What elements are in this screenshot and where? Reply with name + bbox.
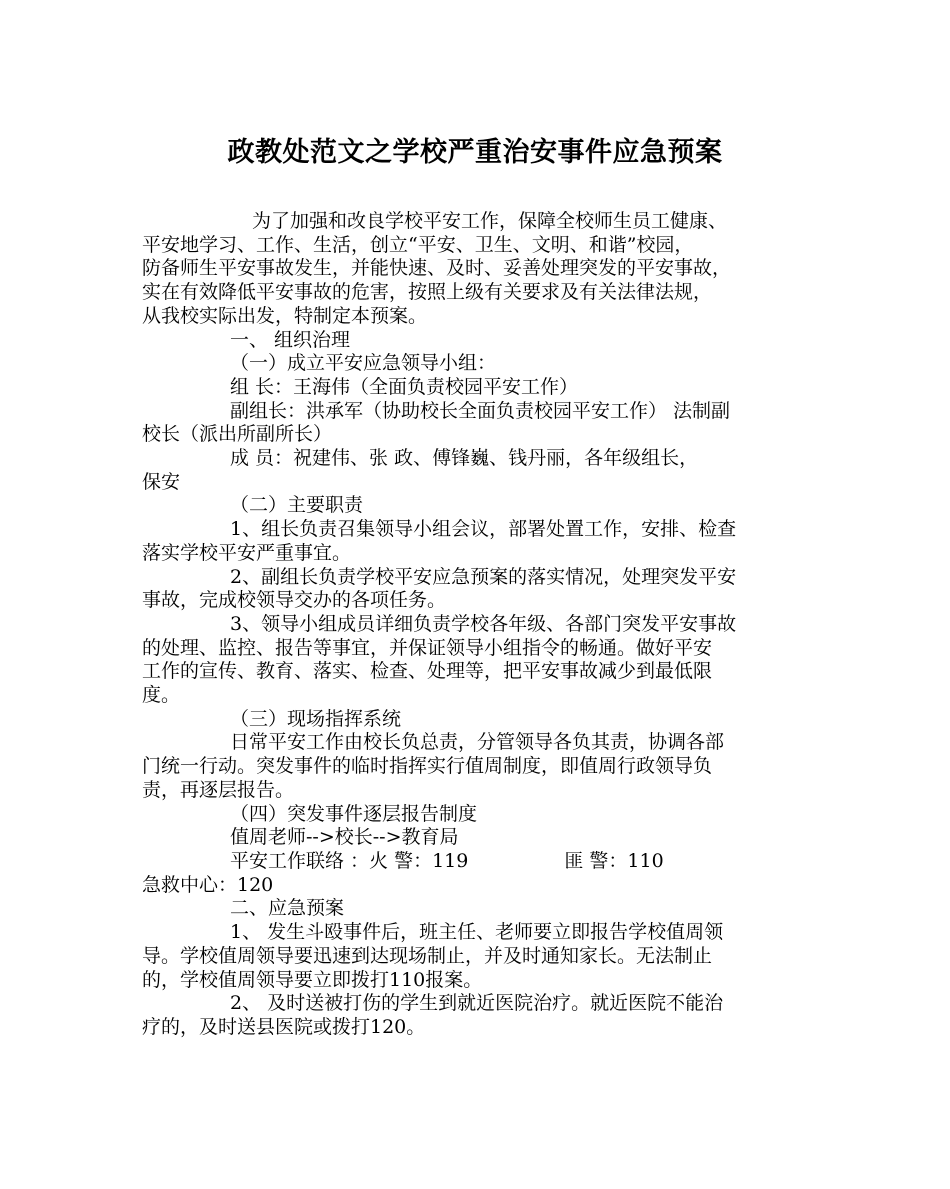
paragraph-line: 保安 <box>142 470 181 493</box>
paragraph-line: 度。 <box>142 684 181 707</box>
paragraph-line: 导。学校值周领导要迅速到达现场制止，并及时通知家长。无法制止 <box>142 944 713 967</box>
paragraph-line: 副组长：洪承军（协助校长全面负责校园平安工作） 法制副 <box>230 399 731 422</box>
contact-fire: 平安工作联络 ：火 警：119 <box>230 849 469 872</box>
paragraph-line: 防备师生平安事故发生，并能快速、及时、妥善处理突发的平安事故， <box>142 257 732 280</box>
paragraph-line: 实在有效降低平安事故的危害，按照上级有关要求及有关法律法规， <box>142 281 713 304</box>
paragraph-line: 2、副组长负责学校平安应急预案的落实情况，处理突发平安 <box>230 565 737 588</box>
paragraph-line: 1、 发生斗殴事件后，班主任、老师要立即报告学校值周领 <box>230 921 724 944</box>
subsection-heading: （二）主要职责 <box>230 494 364 517</box>
document-title: 政教处范文之学校严重治安事件应急预案 <box>227 137 723 168</box>
paragraph-line: 组 长：王海伟（全面负责校园平安工作） <box>230 375 579 398</box>
section-heading: 二、应急预案 <box>230 897 345 920</box>
paragraph-line: 事故，完成校领导交办的各项任务。 <box>142 589 447 612</box>
contact-line <box>142 850 827 874</box>
paragraph-line: 为了加强和改良学校平安工作，保障全校师生员工健康、 <box>252 210 728 232</box>
paragraph-line: 的处理、监控、报告等事宜，并保证领导小组指令的畅通。做好平安 <box>142 636 713 659</box>
subsection-heading: （一）成立平安应急领导小组： <box>230 352 497 375</box>
paragraph-line: 3、领导小组成员详细负责学校各年级、各部门突发平安事故 <box>230 612 737 635</box>
paragraph-line: 门统一行动。突发事件的临时指挥实行值周制度，即值周行政领导负 <box>142 755 713 778</box>
contact-line: 急救中心：120 <box>142 873 274 896</box>
paragraph-line: 平安地学习、工作、生活，创立“平安、卫生、文明、和谐”校园， <box>142 233 694 256</box>
contact-police: 匪 警：110 <box>564 849 664 872</box>
paragraph-line: 工作的宣传、教育、落实、检查、处理等，把平安事故减少到最低限 <box>142 660 713 683</box>
paragraph-line: 值周老师-->校长-->教育局 <box>230 826 459 849</box>
paragraph-line: 责，再逐层报告。 <box>142 778 295 801</box>
paragraph-line: 成 员：祝建伟、张 政、傅锋巍、钱丹丽，各年级组长， <box>230 447 699 470</box>
document-body <box>142 210 827 1040</box>
paragraph-line: 校长（派出所副所长） <box>142 423 333 446</box>
section-heading: 一、 组织治理 <box>230 328 351 351</box>
paragraph-line: 疗的，及时送县医院或拨打120。 <box>142 1015 426 1038</box>
paragraph-line: 2、 及时送被打伤的学生到就近医院治疗。就近医院不能治 <box>230 992 724 1015</box>
subsection-heading: （三）现场指挥系统 <box>230 707 402 730</box>
paragraph-line: 落实学校平安严重事宜。 <box>142 541 352 564</box>
paragraph-line: 的，学校值周领导要立即拨打110报案。 <box>142 968 483 991</box>
paragraph-line: 1、组长负责召集领导小组会议，部署处置工作，安排、检查 <box>230 518 737 541</box>
subsection-heading: （四）突发事件逐层报告制度 <box>230 802 478 825</box>
paragraph-line: 日常平安工作由校长负总责，分管领导各负其责，协调各部 <box>230 731 725 754</box>
paragraph-line: 从我校实际出发，特制定本预案。 <box>142 304 428 327</box>
